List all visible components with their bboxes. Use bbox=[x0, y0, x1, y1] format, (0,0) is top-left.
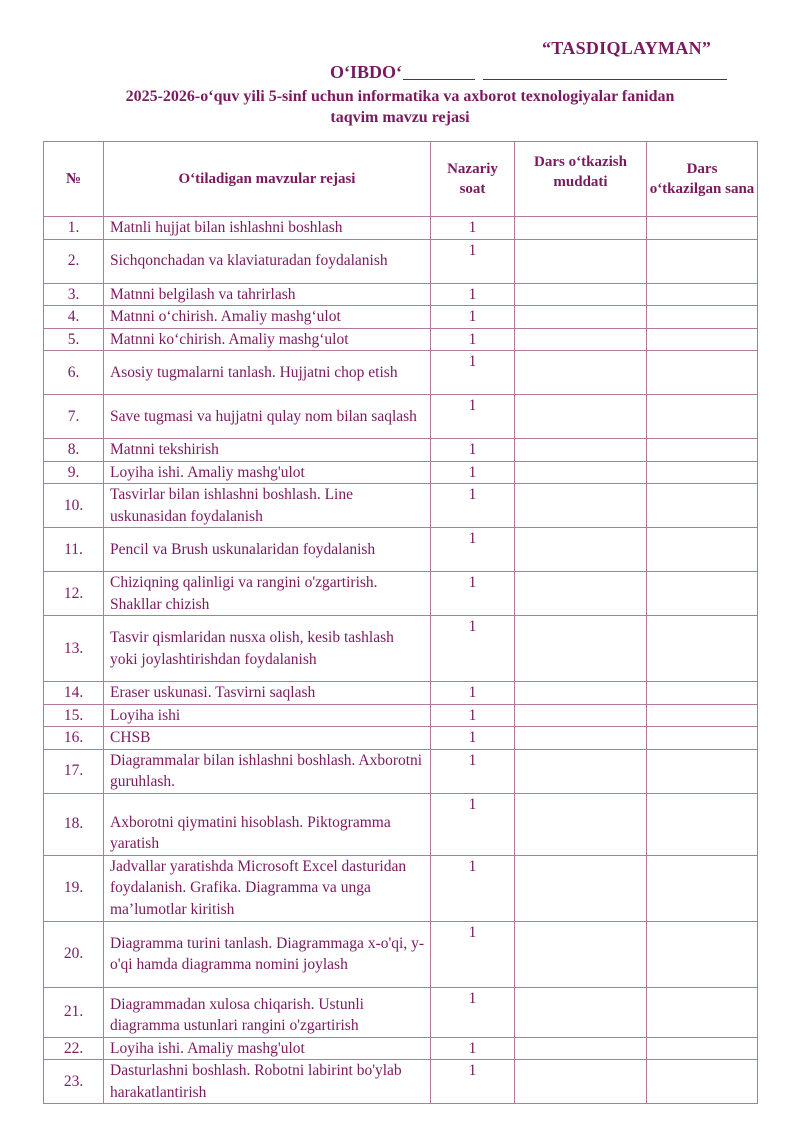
table-row bbox=[44, 987, 758, 1037]
row-number: 18. bbox=[44, 793, 104, 855]
row-date-cell bbox=[647, 987, 758, 1037]
row-hours: 1 bbox=[431, 439, 515, 462]
row-number: 3. bbox=[44, 283, 104, 306]
row-number: 21. bbox=[44, 987, 104, 1037]
row-number: 4. bbox=[44, 306, 104, 329]
row-hours: 1 bbox=[431, 572, 515, 616]
row-hours: 1 bbox=[431, 616, 515, 682]
row-number: 20. bbox=[44, 921, 104, 987]
table-row bbox=[44, 1060, 758, 1104]
row-date-cell bbox=[647, 484, 758, 528]
row-number: 1. bbox=[44, 217, 104, 240]
row-period-cell bbox=[515, 239, 647, 283]
row-hours: 1 bbox=[431, 682, 515, 705]
row-hours: 1 bbox=[431, 484, 515, 528]
row-topic: Axborotni qiymatini hisoblash. Piktogramma yaratish bbox=[104, 793, 431, 855]
row-period-cell bbox=[515, 484, 647, 528]
approval-stamp-text: “TASDIQLAYMAN” bbox=[542, 38, 712, 58]
row-hours: 1 bbox=[431, 283, 515, 306]
row-date-cell bbox=[647, 283, 758, 306]
row-number: 19. bbox=[44, 855, 104, 921]
row-topic: Eraser uskunasi. Tasvirni saqlash bbox=[104, 682, 431, 705]
row-period-cell bbox=[515, 704, 647, 727]
row-hours: 1 bbox=[431, 351, 515, 395]
row-number: 10. bbox=[44, 484, 104, 528]
table-row bbox=[44, 528, 758, 572]
table-row bbox=[44, 616, 758, 682]
row-period-cell bbox=[515, 1060, 647, 1104]
table-row bbox=[44, 704, 758, 727]
row-date-cell bbox=[647, 328, 758, 351]
row-period-cell bbox=[515, 921, 647, 987]
row-hours: 1 bbox=[431, 987, 515, 1037]
row-number: 12. bbox=[44, 572, 104, 616]
row-date-cell bbox=[647, 528, 758, 572]
row-topic: Matnni ko‘chirish. Amaliy mashg‘ulot bbox=[104, 328, 431, 351]
row-period-cell bbox=[515, 306, 647, 329]
row-date-cell bbox=[647, 572, 758, 616]
row-topic: Sichqonchadan va klaviaturadan foydalanish bbox=[104, 239, 431, 283]
column-header-topic: O‘tiladigan mavzular rejasi bbox=[104, 142, 431, 217]
row-date-cell bbox=[647, 439, 758, 462]
row-topic: Pencil va Brush uskunalaridan foydalanish bbox=[104, 528, 431, 572]
row-topic: Chiziqning qalinligi va rangini o'zgartirish. Shakllar chizish bbox=[104, 572, 431, 616]
table-row bbox=[44, 239, 758, 283]
row-hours: 1 bbox=[431, 306, 515, 329]
table-row bbox=[44, 484, 758, 528]
table-row bbox=[44, 461, 758, 484]
row-hours: 1 bbox=[431, 704, 515, 727]
row-topic: Matnni belgilash va tahrirlash bbox=[104, 283, 431, 306]
table-body bbox=[44, 217, 758, 1104]
row-topic: Tasvir qismlaridan nusxa olish, kesib tashlash yoki joylashtirishdan foydalanish bbox=[104, 616, 431, 682]
row-date-cell bbox=[647, 921, 758, 987]
row-period-cell bbox=[515, 328, 647, 351]
title-line-2: taqvim mavzu rejasi bbox=[330, 109, 470, 126]
table-row bbox=[44, 727, 758, 750]
row-period-cell bbox=[515, 793, 647, 855]
row-hours: 1 bbox=[431, 239, 515, 283]
row-hours: 1 bbox=[431, 749, 515, 793]
row-date-cell bbox=[647, 395, 758, 439]
row-number: 6. bbox=[44, 351, 104, 395]
lesson-plan-table bbox=[43, 141, 758, 1104]
row-date-cell bbox=[647, 682, 758, 705]
row-number: 7. bbox=[44, 395, 104, 439]
row-date-cell bbox=[647, 727, 758, 750]
table-row bbox=[44, 283, 758, 306]
row-period-cell bbox=[515, 855, 647, 921]
row-date-cell bbox=[647, 855, 758, 921]
blank-line-long bbox=[483, 79, 727, 80]
row-topic: Loyiha ishi. Amaliy mashg'ulot bbox=[104, 1037, 431, 1060]
row-topic: Asosiy tugmalarni tanlash. Hujjatni chop etish bbox=[104, 351, 431, 395]
row-number: 2. bbox=[44, 239, 104, 283]
table-row bbox=[44, 217, 758, 240]
row-hours: 1 bbox=[431, 528, 515, 572]
row-topic: Tasvirlar bilan ishlashni boshlash. Line uskunasidan foydalanish bbox=[104, 484, 431, 528]
row-number: 8. bbox=[44, 439, 104, 462]
row-date-cell bbox=[647, 793, 758, 855]
row-topic: Jadvallar yaratishda Microsoft Excel dasturidan foydalanish. Grafika. Diagramma va unga ma’lumotlar kiritish bbox=[104, 855, 431, 921]
row-hours: 1 bbox=[431, 921, 515, 987]
organization-line bbox=[330, 62, 727, 83]
blank-line-short bbox=[403, 79, 475, 80]
table-row bbox=[44, 793, 758, 855]
row-period-cell bbox=[515, 351, 647, 395]
column-header-period: Dars o‘tkazish muddati bbox=[515, 142, 647, 217]
table-row bbox=[44, 749, 758, 793]
row-number: 9. bbox=[44, 461, 104, 484]
row-period-cell bbox=[515, 727, 647, 750]
row-period-cell bbox=[515, 439, 647, 462]
table-row bbox=[44, 572, 758, 616]
table-row bbox=[44, 306, 758, 329]
row-hours: 1 bbox=[431, 727, 515, 750]
column-header-number: № bbox=[44, 142, 104, 217]
table-row bbox=[44, 1037, 758, 1060]
row-number: 22. bbox=[44, 1037, 104, 1060]
row-topic: Diagramma turini tanlash. Diagrammaga x-o'qi, y-o'qi hamda diagramma nomini joylash bbox=[104, 921, 431, 987]
row-hours: 1 bbox=[431, 461, 515, 484]
row-date-cell bbox=[647, 461, 758, 484]
row-number: 5. bbox=[44, 328, 104, 351]
row-date-cell bbox=[647, 239, 758, 283]
row-number: 16. bbox=[44, 727, 104, 750]
row-period-cell bbox=[515, 217, 647, 240]
row-period-cell bbox=[515, 749, 647, 793]
row-topic: CHSB bbox=[104, 727, 431, 750]
row-topic: Loyiha ishi. Amaliy mashg'ulot bbox=[104, 461, 431, 484]
table-header-row bbox=[44, 142, 758, 217]
row-date-cell bbox=[647, 749, 758, 793]
table-row bbox=[44, 351, 758, 395]
row-topic: Matnni o‘chirish. Amaliy mashg‘ulot bbox=[104, 306, 431, 329]
row-period-cell bbox=[515, 572, 647, 616]
table-row bbox=[44, 395, 758, 439]
row-date-cell bbox=[647, 1060, 758, 1104]
document-title bbox=[0, 86, 800, 128]
row-number: 23. bbox=[44, 1060, 104, 1104]
column-header-hours: Nazariy soat bbox=[431, 142, 515, 217]
row-hours: 1 bbox=[431, 217, 515, 240]
table-row bbox=[44, 439, 758, 462]
column-header-date: Dars o‘tkazilgan sana bbox=[647, 142, 758, 217]
table-row bbox=[44, 921, 758, 987]
row-topic: Diagrammadan xulosa chiqarish. Ustunli diagramma ustunlari rangini o'zgartirish bbox=[104, 987, 431, 1037]
row-period-cell bbox=[515, 616, 647, 682]
row-topic: Matnli hujjat bilan ishlashni boshlash bbox=[104, 217, 431, 240]
row-date-cell bbox=[647, 351, 758, 395]
row-period-cell bbox=[515, 461, 647, 484]
row-hours: 1 bbox=[431, 1037, 515, 1060]
row-number: 14. bbox=[44, 682, 104, 705]
table-row bbox=[44, 682, 758, 705]
row-period-cell bbox=[515, 682, 647, 705]
row-date-cell bbox=[647, 306, 758, 329]
row-date-cell bbox=[647, 704, 758, 727]
table-row bbox=[44, 855, 758, 921]
row-date-cell bbox=[647, 1037, 758, 1060]
row-period-cell bbox=[515, 1037, 647, 1060]
row-hours: 1 bbox=[431, 395, 515, 439]
row-topic: Diagrammalar bilan ishlashni boshlash. Axborotni guruhlash. bbox=[104, 749, 431, 793]
row-hours: 1 bbox=[431, 1060, 515, 1104]
row-number: 17. bbox=[44, 749, 104, 793]
table-row bbox=[44, 328, 758, 351]
row-hours: 1 bbox=[431, 793, 515, 855]
row-number: 13. bbox=[44, 616, 104, 682]
row-topic: Save tugmasi va hujjatni qulay nom bilan saqlash bbox=[104, 395, 431, 439]
organization-label: O‘IBDO‘ bbox=[330, 62, 402, 82]
row-hours: 1 bbox=[431, 328, 515, 351]
row-period-cell bbox=[515, 987, 647, 1037]
row-date-cell bbox=[647, 217, 758, 240]
row-number: 15. bbox=[44, 704, 104, 727]
row-hours: 1 bbox=[431, 855, 515, 921]
row-number: 11. bbox=[44, 528, 104, 572]
row-topic: Dasturlashni boshlash. Robotni labirint bo'ylab harakatlantirish bbox=[104, 1060, 431, 1104]
title-line-1: 2025-2026-o‘quv yili 5-sinf uchun informatika va axborot texnologiyalar fanidan bbox=[125, 88, 675, 105]
row-date-cell bbox=[647, 616, 758, 682]
row-period-cell bbox=[515, 528, 647, 572]
row-topic: Matnni tekshirish bbox=[104, 439, 431, 462]
row-period-cell bbox=[515, 395, 647, 439]
row-topic: Loyiha ishi bbox=[104, 704, 431, 727]
row-period-cell bbox=[515, 283, 647, 306]
